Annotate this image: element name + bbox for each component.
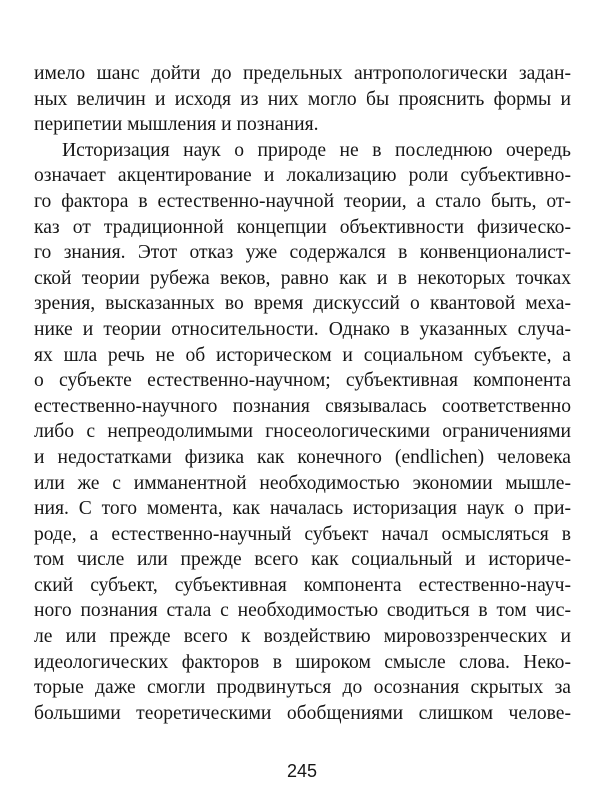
text-line: ский субъект, субъективная компонента естественно-науч- xyxy=(34,574,571,596)
text-line: и недостатками физика как конечного (endlichen) человека xyxy=(34,446,571,468)
text-line: имело шанс дойти до предельных антропологически задан- xyxy=(34,63,571,84)
page-number: 245 xyxy=(286,761,318,781)
paragraph xyxy=(34,61,571,138)
text-line: ях шла речь не об историческом и социальном субъекте, а xyxy=(34,344,571,366)
text-line: идеологических факторов в широком смысле слова. Неко- xyxy=(34,651,571,673)
text-line: перипетии мышления и познания. xyxy=(34,114,319,136)
text-line: том числе или прежде всего как социальный и историче- xyxy=(34,549,571,571)
text-line: большими теоретическими обобщениями слишком челове- xyxy=(34,702,571,724)
text-line: ного познания стала с необходимостью сводиться в том чис- xyxy=(34,600,571,622)
text-line: Историзация наук о природе не в последнюю очередь xyxy=(62,139,571,161)
text-line: либо с непреодолимыми гносеологическими ограничениями xyxy=(34,421,571,443)
text-line: го фактора в естественно-научной теории, а стало быть, от- xyxy=(34,190,571,212)
text-line: нике и теории относительности. Однако в указанных случа- xyxy=(34,318,571,340)
text-line: о субъекте естественно-научном; субъективная компонента xyxy=(34,370,571,392)
text-line: зрения, высказанных во время дискуссий о квантовой меха- xyxy=(34,293,571,315)
text-line: ных величин и исходя из них могло бы прояснить формы и xyxy=(34,88,571,110)
text-line: или же с имманентной необходимостью экономии мышле- xyxy=(34,472,571,494)
text-line: естественно-научного познания связывалась соответственно xyxy=(34,395,571,417)
paragraph xyxy=(34,138,571,727)
text-line: го знания. Этот отказ уже содержался в конвенционалист- xyxy=(34,242,571,264)
text-line: ской теории рубежа веков, равно как и в некоторых точках xyxy=(34,267,571,289)
text-line: каз от традиционной концепции объективности физическо- xyxy=(34,216,571,238)
text-line: означает акцентирование и локализацию роли субъективно- xyxy=(34,165,571,187)
text-line: роде, а естественно-научный субъект начал осмысляться в xyxy=(34,523,571,545)
body-text xyxy=(34,61,571,726)
text-line: ле или прежде всего к воздействию мировоззренческих и xyxy=(34,626,571,648)
text-line: торые даже смогли продвинуться до осознания скрытых за xyxy=(34,677,571,699)
text-line: ния. С того момента, как началась историзация наук о при- xyxy=(34,498,571,520)
